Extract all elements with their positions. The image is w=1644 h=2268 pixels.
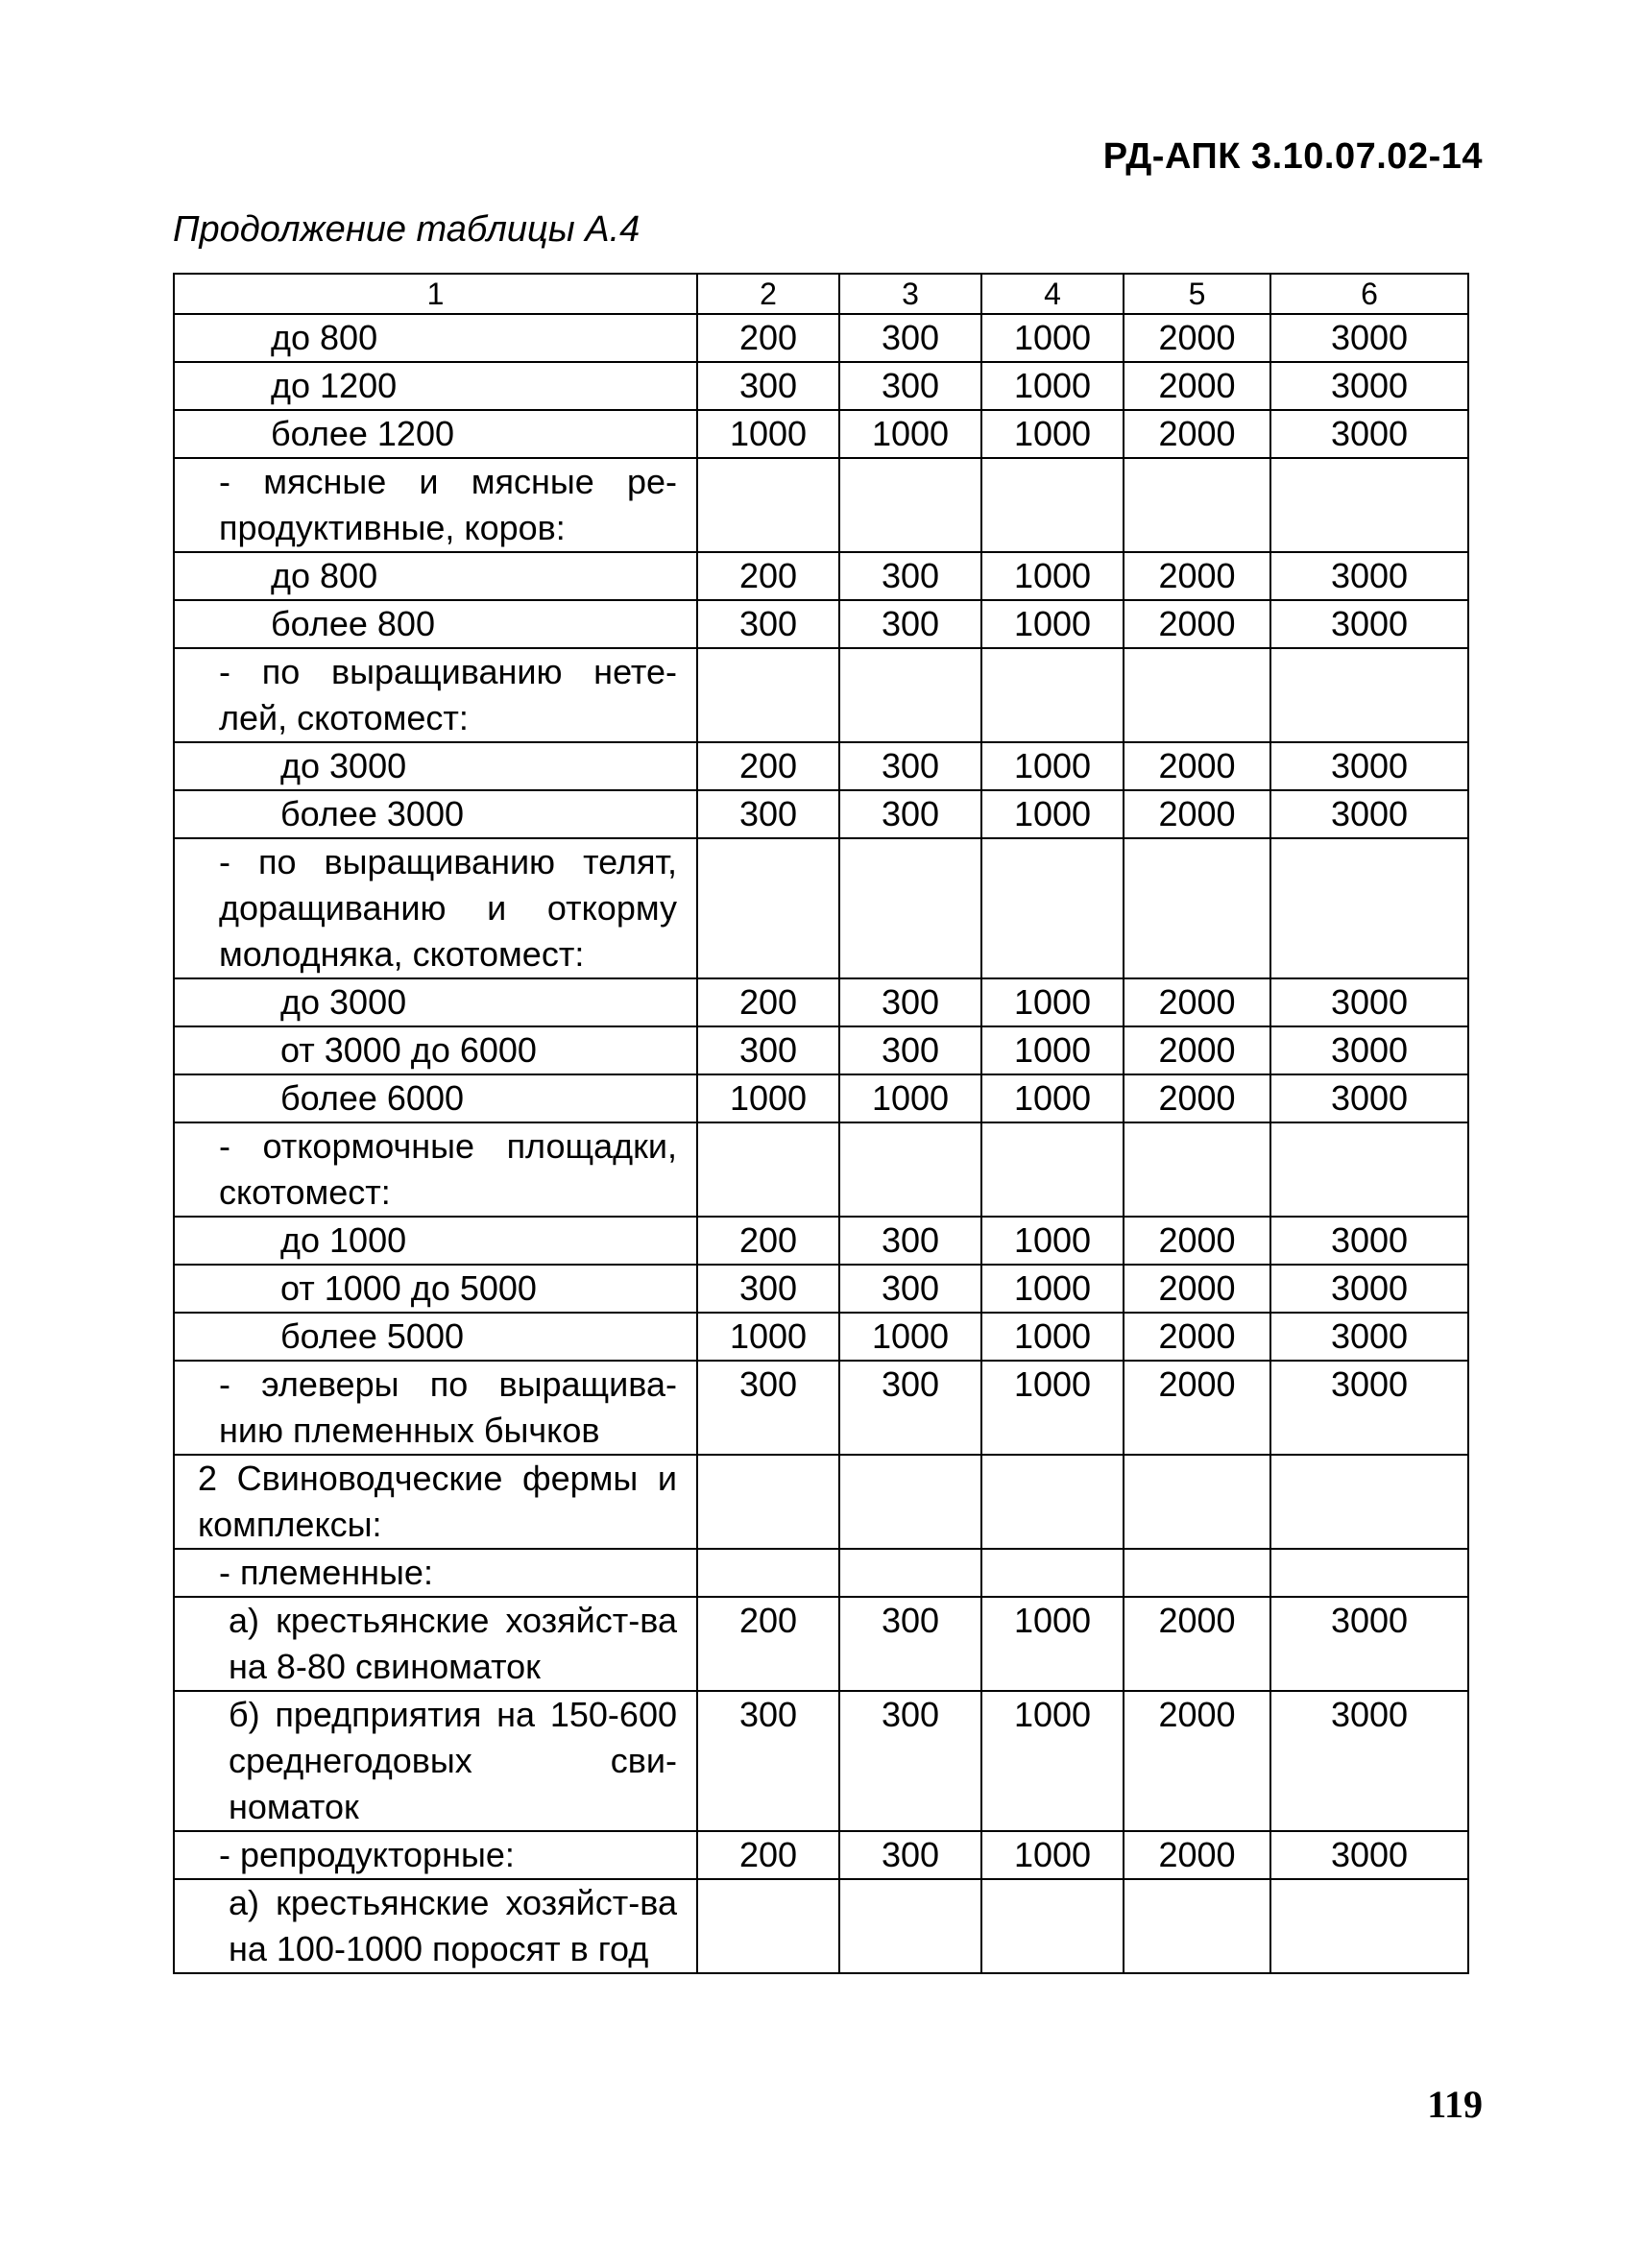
page-number: 119	[1427, 2083, 1483, 2126]
row-label: - племенные:	[174, 1549, 697, 1597]
cell: 300	[839, 978, 981, 1026]
table-row	[174, 1217, 1468, 1265]
cell: 3000	[1270, 790, 1468, 838]
table-row	[174, 1691, 1468, 1831]
cell	[697, 1122, 839, 1217]
cell: 200	[697, 1597, 839, 1691]
cell: 3000	[1270, 1361, 1468, 1455]
row-label: от 1000 до 5000	[174, 1265, 697, 1313]
cell: 3000	[1270, 1026, 1468, 1074]
cell: 2000	[1124, 1217, 1270, 1265]
row-label: до 1000	[174, 1217, 697, 1265]
row-label: - репродукторные:	[174, 1831, 697, 1879]
table-row	[174, 1597, 1468, 1691]
cell: 300	[697, 362, 839, 410]
cell: 2000	[1124, 742, 1270, 790]
data-table	[173, 273, 1469, 1974]
table-row	[174, 458, 1468, 552]
cell: 1000	[981, 552, 1124, 600]
cell	[697, 1455, 839, 1549]
cell: 300	[839, 314, 981, 362]
cell: 1000	[981, 1597, 1124, 1691]
cell	[1124, 648, 1270, 742]
cell: 2000	[1124, 1691, 1270, 1831]
cell: 2000	[1124, 1074, 1270, 1122]
column-header: 6	[1270, 274, 1468, 314]
cell: 3000	[1270, 742, 1468, 790]
table-row	[174, 648, 1468, 742]
cell: 1000	[839, 410, 981, 458]
cell: 300	[839, 1831, 981, 1879]
cell	[839, 458, 981, 552]
cell: 1000	[981, 1361, 1124, 1455]
column-header: 3	[839, 274, 981, 314]
table-row	[174, 838, 1468, 978]
table-caption: Продолжение таблицы А.4	[173, 209, 641, 250]
cell	[839, 838, 981, 978]
cell	[981, 1122, 1124, 1217]
cell: 200	[697, 314, 839, 362]
cell: 300	[839, 790, 981, 838]
cell: 300	[697, 1691, 839, 1831]
cell: 1000	[981, 1831, 1124, 1879]
row-label: до 3000	[174, 978, 697, 1026]
cell: 3000	[1270, 1217, 1468, 1265]
row-label: более 3000	[174, 790, 697, 838]
cell: 3000	[1270, 1074, 1468, 1122]
cell	[697, 838, 839, 978]
cell: 3000	[1270, 1265, 1468, 1313]
cell	[981, 648, 1124, 742]
cell: 300	[839, 600, 981, 648]
cell: 2000	[1124, 1313, 1270, 1361]
table-row	[174, 1455, 1468, 1549]
table-row	[174, 1361, 1468, 1455]
cell	[1270, 1455, 1468, 1549]
row-label: от 3000 до 6000	[174, 1026, 697, 1074]
cell: 1000	[981, 1313, 1124, 1361]
header-row	[174, 274, 1468, 314]
cell: 1000	[839, 1074, 981, 1122]
table-row	[174, 1026, 1468, 1074]
cell: 1000	[981, 1217, 1124, 1265]
cell: 1000	[981, 362, 1124, 410]
cell	[1270, 648, 1468, 742]
cell: 300	[839, 552, 981, 600]
cell: 1000	[697, 410, 839, 458]
column-header: 2	[697, 274, 839, 314]
cell	[697, 458, 839, 552]
row-label: до 1200	[174, 362, 697, 410]
cell	[1124, 1549, 1270, 1597]
cell: 2000	[1124, 410, 1270, 458]
cell	[981, 458, 1124, 552]
cell	[1270, 1549, 1468, 1597]
cell: 2000	[1124, 552, 1270, 600]
cell: 2000	[1124, 1831, 1270, 1879]
cell: 2000	[1124, 1265, 1270, 1313]
table-row	[174, 1074, 1468, 1122]
cell: 300	[697, 1361, 839, 1455]
row-label: 2 Свиноводческие фермы и комплексы:	[174, 1455, 697, 1549]
cell: 300	[697, 1026, 839, 1074]
cell: 2000	[1124, 790, 1270, 838]
cell: 3000	[1270, 314, 1468, 362]
cell	[1124, 1455, 1270, 1549]
cell: 300	[697, 1265, 839, 1313]
cell: 200	[697, 1217, 839, 1265]
cell: 3000	[1270, 362, 1468, 410]
table-row	[174, 552, 1468, 600]
cell: 1000	[981, 1026, 1124, 1074]
cell: 1000	[981, 314, 1124, 362]
table-row	[174, 1122, 1468, 1217]
row-label: более 800	[174, 600, 697, 648]
cell: 2000	[1124, 1361, 1270, 1455]
row-label: а) крестьянские хозяйст-ва на 8-80 свиноматок	[174, 1597, 697, 1691]
cell: 300	[839, 1217, 981, 1265]
row-label: до 3000	[174, 742, 697, 790]
cell	[697, 1879, 839, 1973]
cell: 2000	[1124, 1597, 1270, 1691]
cell: 300	[839, 362, 981, 410]
column-header: 4	[981, 274, 1124, 314]
table-row	[174, 600, 1468, 648]
cell: 2000	[1124, 1026, 1270, 1074]
cell: 1000	[981, 742, 1124, 790]
cell: 2000	[1124, 362, 1270, 410]
cell	[1124, 458, 1270, 552]
row-label: более 1200	[174, 410, 697, 458]
cell: 200	[697, 742, 839, 790]
cell: 2000	[1124, 314, 1270, 362]
row-label: - по выращиванию телят, доращиванию и откорму молодняка, скотомест:	[174, 838, 697, 978]
cell	[981, 1549, 1124, 1597]
cell: 300	[839, 1597, 981, 1691]
cell	[839, 1549, 981, 1597]
row-label: а) крестьянские хозяйст-ва на 100-1000 поросят в год	[174, 1879, 697, 1973]
cell: 1000	[981, 1074, 1124, 1122]
cell: 300	[697, 790, 839, 838]
column-header: 1	[174, 274, 697, 314]
cell	[1270, 458, 1468, 552]
cell: 200	[697, 552, 839, 600]
cell: 300	[697, 600, 839, 648]
cell: 1000	[981, 1691, 1124, 1831]
cell	[981, 838, 1124, 978]
cell	[1124, 1879, 1270, 1973]
cell: 2000	[1124, 978, 1270, 1026]
cell	[839, 648, 981, 742]
cell: 1000	[981, 790, 1124, 838]
cell: 3000	[1270, 978, 1468, 1026]
document-code: РД-АПК 3.10.07.02-14	[1102, 136, 1483, 177]
row-label: - по выращиванию нете-лей, скотомест:	[174, 648, 697, 742]
cell: 1000	[981, 410, 1124, 458]
cell: 1000	[981, 1265, 1124, 1313]
cell: 200	[697, 978, 839, 1026]
cell	[1124, 838, 1270, 978]
row-label: до 800	[174, 314, 697, 362]
table-row	[174, 1879, 1468, 1973]
table-row	[174, 314, 1468, 362]
cell	[839, 1879, 981, 1973]
cell: 300	[839, 1691, 981, 1831]
table-row	[174, 742, 1468, 790]
cell	[697, 648, 839, 742]
cell	[1270, 1879, 1468, 1973]
cell: 300	[839, 1026, 981, 1074]
row-label: б) предприятия на 150-600 среднегодовых сви-номаток	[174, 1691, 697, 1831]
cell: 1000	[697, 1074, 839, 1122]
row-label: - элеверы по выращива-нию племенных бычков	[174, 1361, 697, 1455]
cell: 1000	[839, 1313, 981, 1361]
cell	[839, 1455, 981, 1549]
cell	[981, 1879, 1124, 1973]
row-label: более 5000	[174, 1313, 697, 1361]
column-header: 5	[1124, 274, 1270, 314]
cell: 3000	[1270, 410, 1468, 458]
cell: 1000	[981, 978, 1124, 1026]
cell	[981, 1455, 1124, 1549]
row-label: - мясные и мясные ре-продуктивные, коров:	[174, 458, 697, 552]
table-row	[174, 410, 1468, 458]
cell: 300	[839, 1265, 981, 1313]
table-row	[174, 790, 1468, 838]
table-row	[174, 1313, 1468, 1361]
cell: 1000	[697, 1313, 839, 1361]
table-row	[174, 978, 1468, 1026]
row-label: более 6000	[174, 1074, 697, 1122]
row-label: - откормочные площадки, скотомест:	[174, 1122, 697, 1217]
cell	[697, 1549, 839, 1597]
row-label: до 800	[174, 552, 697, 600]
cell: 3000	[1270, 1597, 1468, 1691]
cell: 300	[839, 742, 981, 790]
cell	[1124, 1122, 1270, 1217]
cell: 2000	[1124, 600, 1270, 648]
table-row	[174, 362, 1468, 410]
cell	[1270, 1122, 1468, 1217]
cell	[1270, 838, 1468, 978]
cell: 200	[697, 1831, 839, 1879]
table-row	[174, 1549, 1468, 1597]
cell: 3000	[1270, 1831, 1468, 1879]
cell	[839, 1122, 981, 1217]
cell: 300	[839, 1361, 981, 1455]
table-row	[174, 1265, 1468, 1313]
table-row	[174, 1831, 1468, 1879]
cell: 1000	[981, 600, 1124, 648]
cell: 3000	[1270, 600, 1468, 648]
cell: 3000	[1270, 1313, 1468, 1361]
cell: 3000	[1270, 552, 1468, 600]
cell: 3000	[1270, 1691, 1468, 1831]
